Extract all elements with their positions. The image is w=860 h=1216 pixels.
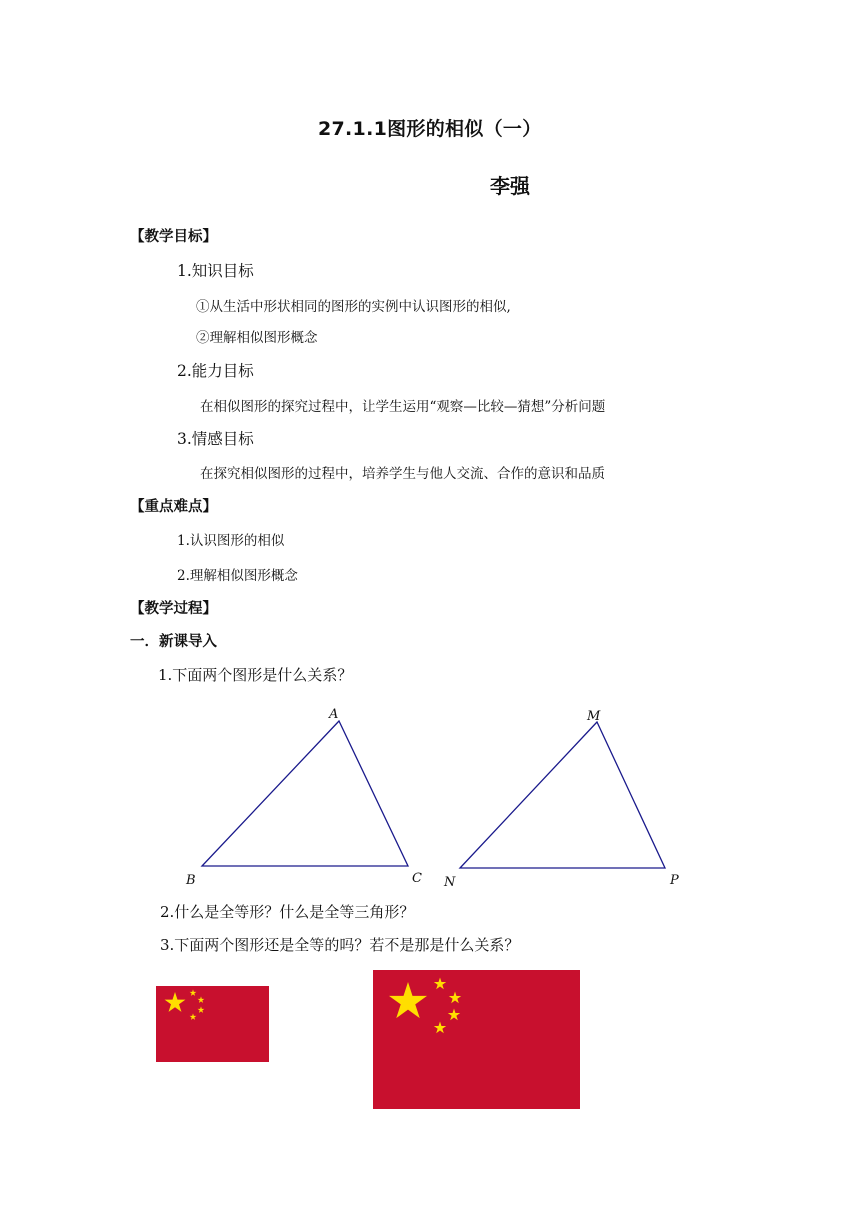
vertex-label-n: N [444, 875, 456, 890]
vertex-label-a: A [329, 707, 339, 722]
triangle-mnp [460, 722, 665, 868]
emotion-objective-text: 在探究相似图形的过程中，培养学生与他人交流、合作的意识和品质 [200, 466, 605, 482]
page-title: 27.1.1图形的相似（一） [318, 118, 542, 140]
process-heading: 【教学过程】 [130, 601, 217, 617]
question-2: 2.什么是全等形？什么是全等三角形？ [160, 903, 415, 921]
knowledge-objective-item-2: ②理解相似图形概念 [196, 330, 318, 346]
emotion-objective-title: 3.情感目标 [177, 430, 254, 448]
ability-objective-text: 在相似图形的探究过程中，让学生运用“观察—比较—猜想”分析问题 [200, 399, 606, 415]
question-3: 3.下面两个图形还是全等的吗？若不是那是什么关系？ [160, 936, 520, 954]
vertex-label-b: B [186, 873, 196, 888]
vertex-label-m: M [587, 709, 601, 724]
triangle-abc [202, 721, 408, 866]
objectives-heading: 【教学目标】 [130, 229, 217, 245]
knowledge-objective-item-1: ①从生活中形状相同的图形的实例中认识图形的相似, [196, 299, 511, 315]
section-new-lesson-intro: 一．新课导入 [130, 634, 217, 650]
question-1: 1.下面两个图形是什么关系？ [158, 666, 353, 684]
keypoint-item-1: 1.认识图形的相似 [177, 533, 285, 549]
vertex-label-c: C [412, 871, 422, 886]
keypoints-heading: 【重点难点】 [130, 499, 217, 515]
vertex-label-p: P [670, 873, 679, 888]
keypoint-item-2: 2.理解相似图形概念 [177, 568, 298, 584]
knowledge-objective-title: 1.知识目标 [177, 262, 254, 280]
ability-objective-title: 2.能力目标 [177, 362, 254, 380]
author-name: 李强 [490, 174, 530, 198]
small-flag [156, 986, 269, 1062]
large-flag [373, 970, 580, 1109]
